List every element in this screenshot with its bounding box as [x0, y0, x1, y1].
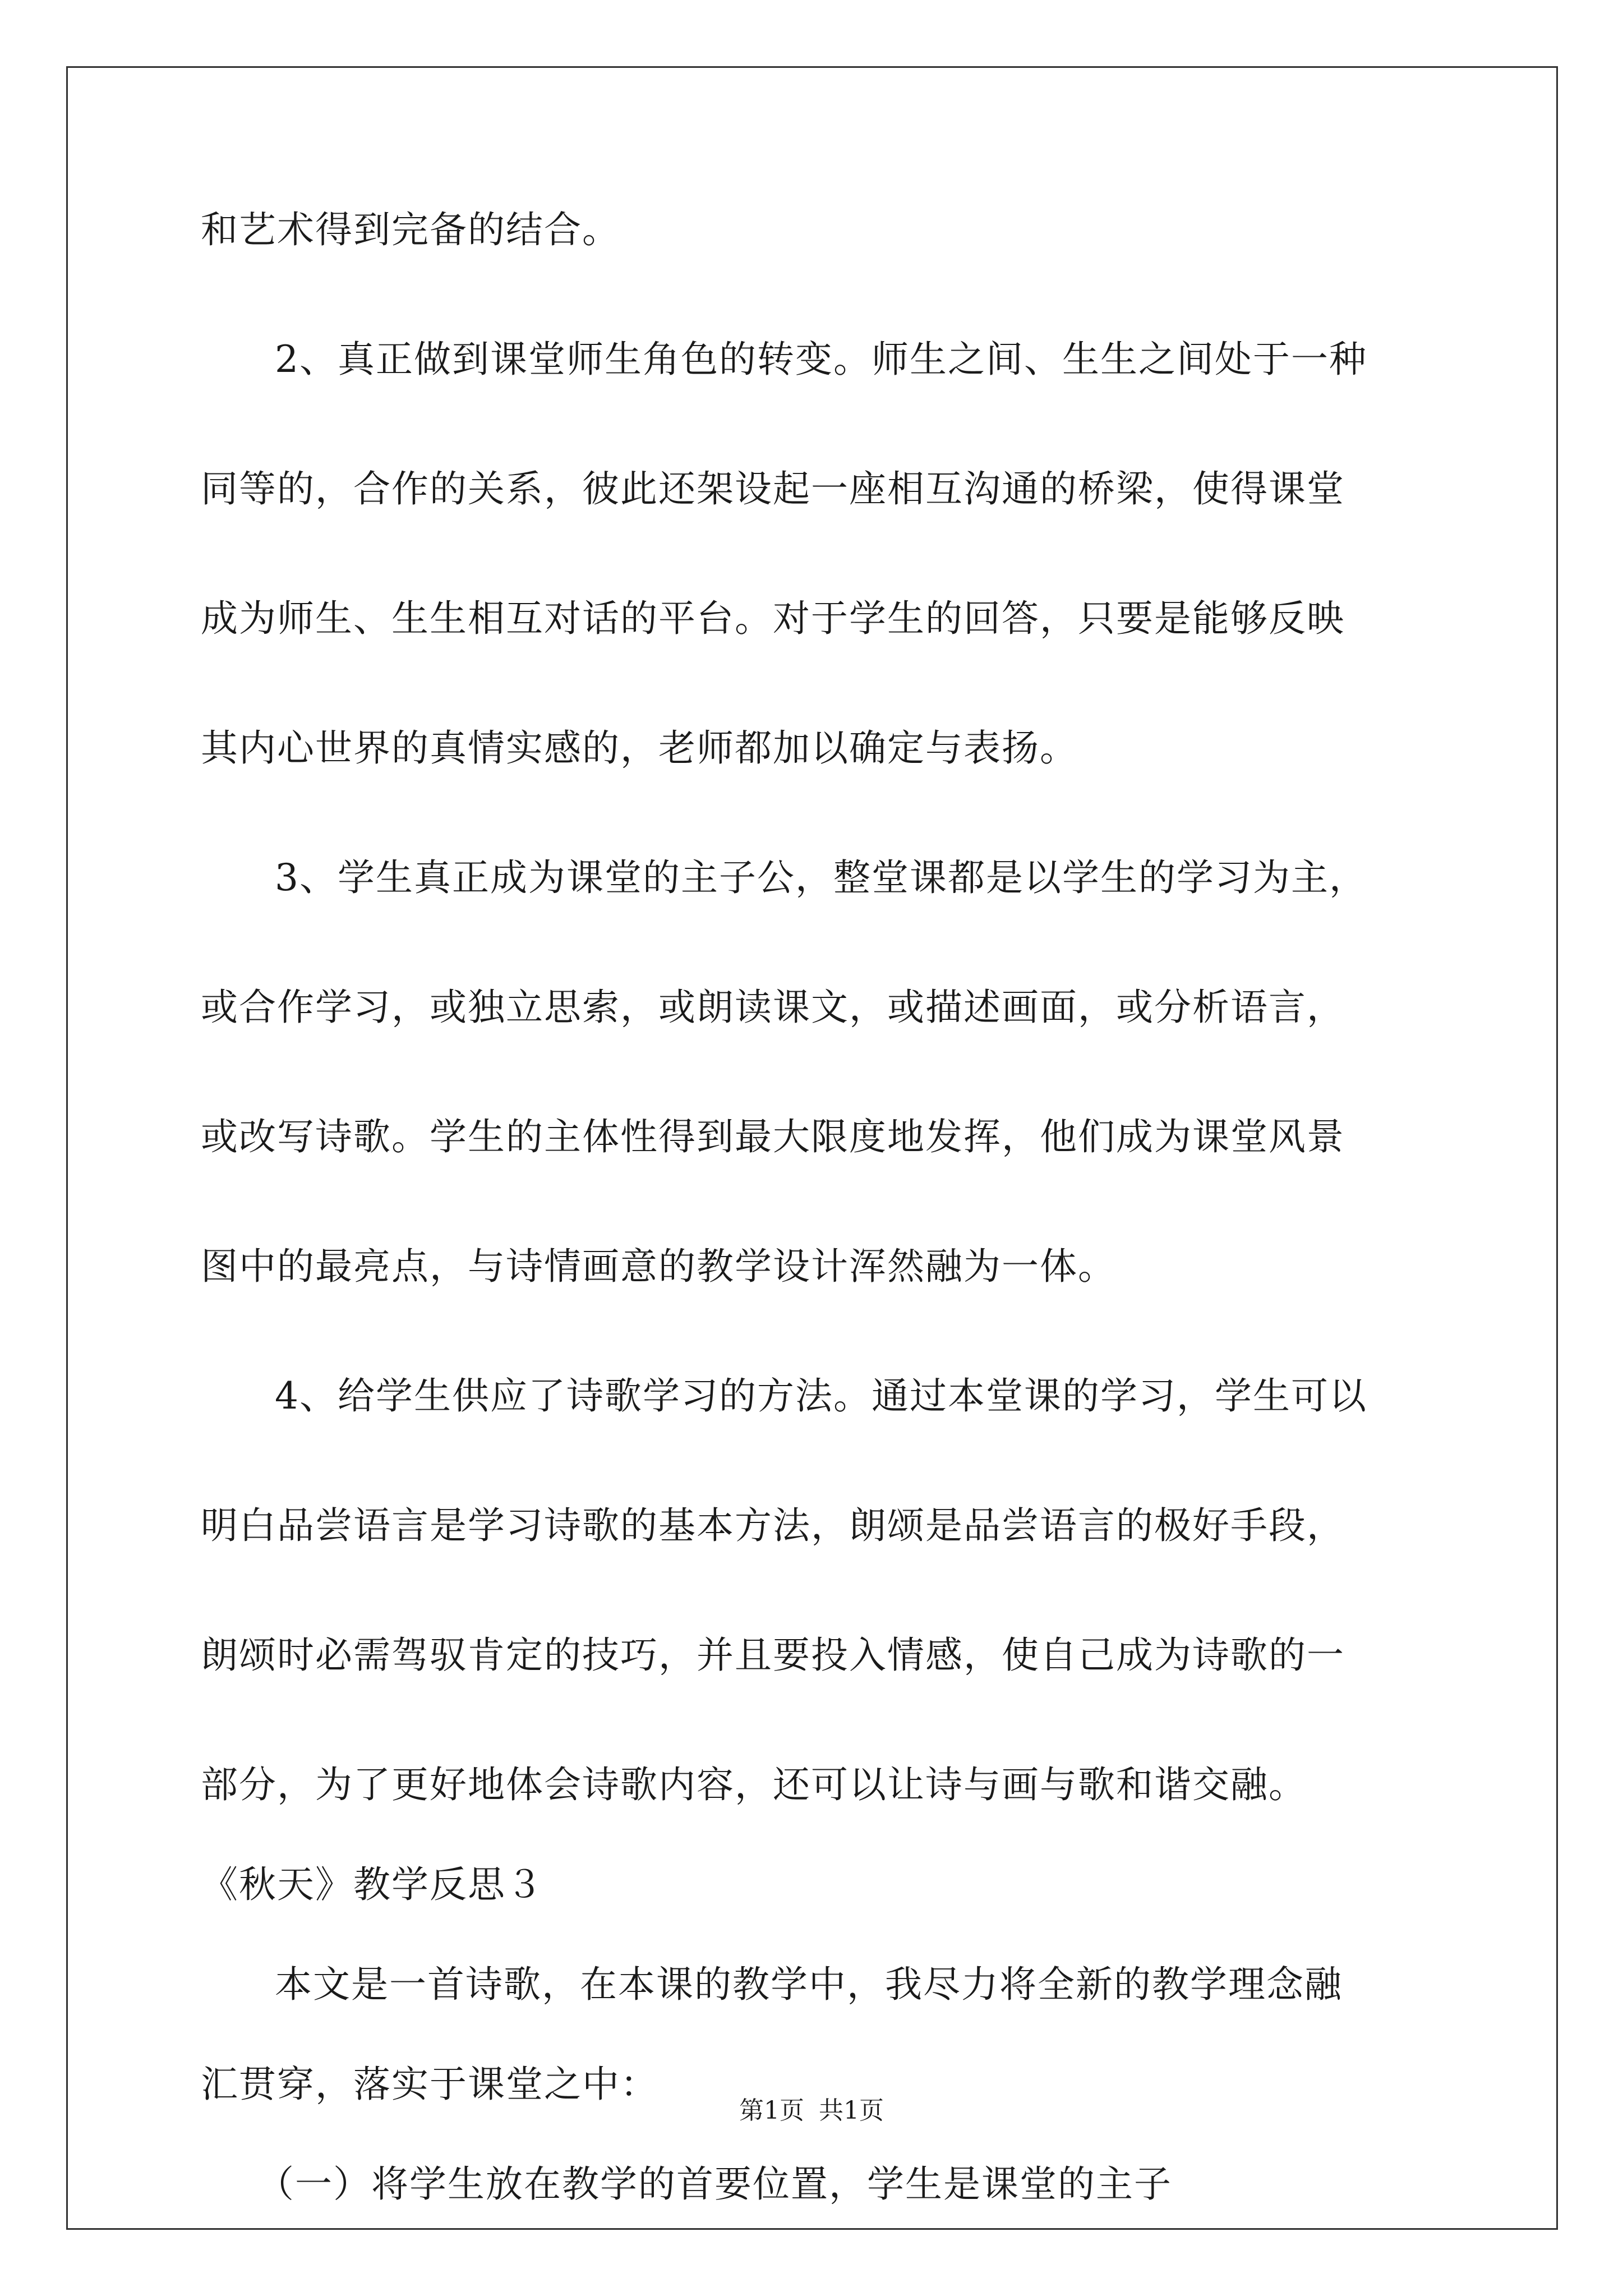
paragraph-intro-line: 本文是一首诗歌，在本课的教学中，我尽力将全新的教学理念融: [275, 1963, 1343, 2006]
text-line: 或改写诗歌。学生的主体性得到最大限度地发挥，他们成为课堂风景: [201, 1115, 1345, 1158]
page-footer: [0, 2095, 1623, 2127]
text-line: 其内心世界的真情实感的，老师都加以确定与表扬。: [201, 726, 1078, 770]
subheading-line: （一）将学生放在教学的首要位置，学生是课堂的主子: [257, 2162, 1172, 2206]
paragraph-3-line: 3、学生真正成为课堂的主子公，整堂课都是以学生的学习为主，: [275, 856, 1367, 899]
section-heading: 《秋天》教学反思３: [201, 1863, 544, 1906]
text-line: 朗颂时必需驾驭肯定的技巧，并且要投入情感，使自己成为诗歌的一: [201, 1634, 1345, 1677]
text-line: 和艺术得到完备的结合。: [201, 208, 620, 251]
text-line: 成为师生、生生相互对话的平台。对于学生的回答，只要是能够反映: [201, 597, 1345, 640]
page-number-total: 共1页: [819, 2096, 884, 2125]
text-line: 图中的最亮点，与诗情画意的教学设计浑然融为一体。: [201, 1245, 1116, 1288]
text-line: 部分，为了更好地体会诗歌内容，还可以让诗与画与歌和谐交融。: [201, 1763, 1307, 1806]
page-number-current: 第1页: [739, 2096, 804, 2125]
paragraph-4-line: 4、给学生供应了诗歌学习的方法。通过本堂课的学习，学生可以: [275, 1374, 1367, 1418]
paragraph-2-line: 2、真正做到课堂师生角色的转变。师生之间、生生之间处于一种: [275, 338, 1367, 381]
text-line: 同等的，合作的关系，彼此还架设起一座相互沟通的桥梁，使得课堂: [201, 467, 1345, 510]
text-line: 或合作学习，或独立思索，或朗读课文，或描述画面，或分析语言，: [201, 986, 1345, 1029]
text-line: 汇贯穿，落实于课堂之中：: [201, 2063, 658, 2106]
text-line: 明白品尝语言是学习诗歌的基本方法，朗颂是品尝语言的极好手段，: [201, 1504, 1345, 1547]
